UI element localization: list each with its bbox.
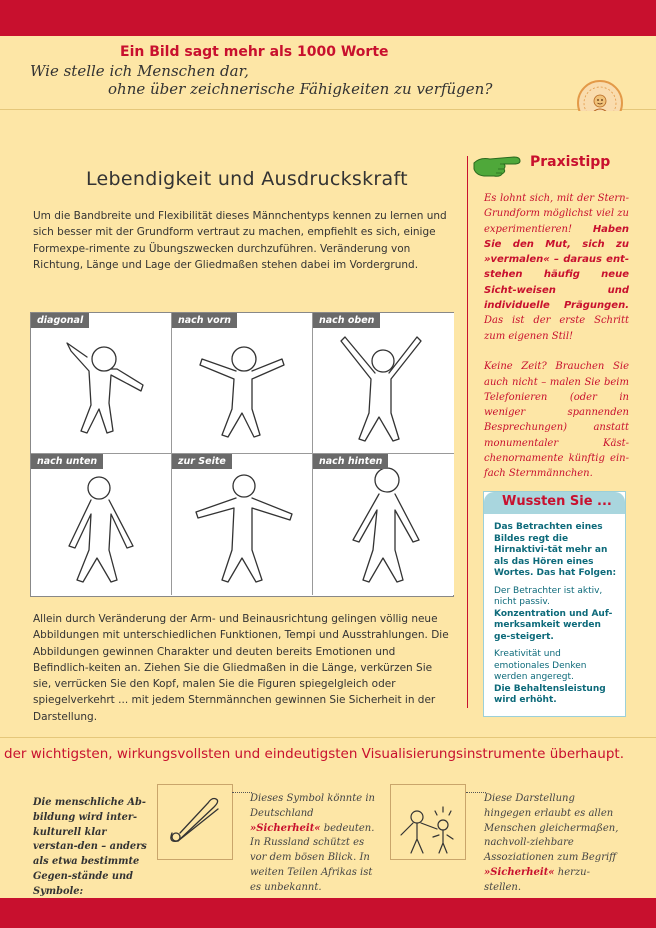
bottom-red-band	[0, 898, 656, 928]
page-subtitle-line1: Wie stelle ich Menschen dar,	[30, 62, 249, 80]
praxistipp-p1-b: Haben Sie den Mut, sich zu »vermalen« – daraus ent-stehen häufig neue Sicht-weisen und individuelle Prägungen.	[484, 223, 629, 312]
stick-figure-down-icon	[31, 454, 172, 595]
bottom-desc-2-b: herzu-stellen.	[484, 866, 590, 893]
stick-figure-diagonal-icon	[31, 313, 172, 454]
stick-figure-forward-icon	[172, 313, 313, 454]
page-header	[0, 36, 656, 110]
bottom-desc-1-b: bedeuten. In Russland schützt es vor dem bösen Blick. In weiten Teilen Afrikas ist es unbekannt.	[250, 822, 375, 893]
stick-figure-up-icon	[313, 313, 454, 454]
bottom-left-text: Die menschliche Ab-bildung wird inter-kulturell klar verstan-den – anders als etwa bestimmte Gegen-stände und Symbole:	[33, 797, 147, 897]
dotted-connector	[232, 792, 252, 793]
figure-label: nach hinten	[313, 454, 388, 469]
stick-figure-back-icon	[313, 454, 454, 595]
safety-pin-icon	[158, 785, 234, 861]
wussten-sie-p1: Das Betrachten eines Bildes regt die Hirnaktivi-tät mehr an als das Hören eines Wortes. Das hat Folgen:	[494, 522, 617, 578]
praxistipp-p2: Keine Zeit? Brauchen Sie auch nicht – malen Sie beim Telefonieren (oder in weniger spannenden Besprechungen) anstatt monumentaler Käst-chenornamente künftig ein-fach Sternmännchen.	[484, 361, 629, 480]
bottom-section	[0, 737, 656, 897]
bottom-title: der wichtigsten, wirkungsvollsten und eindeutigsten Visualisierungsinstrumente überhaupt.	[4, 746, 625, 762]
page-title: Ein Bild sagt mehr als 1000 Worte	[120, 44, 389, 60]
wussten-sie-box	[483, 491, 626, 717]
figure-cell-nach-vorn	[172, 313, 313, 454]
stick-figure-side-icon	[172, 454, 313, 595]
bottom-desc-1-a: Dieses Symbol könnte in Deutschland	[250, 793, 375, 819]
figure-cell-diagonal	[31, 313, 172, 454]
main-content	[0, 111, 656, 736]
page-subtitle-line2: ohne über zeichnerische Fähigkeiten zu verfügen?	[108, 80, 493, 98]
praxistipp-p1-a: Es lohnt sich, mit der Stern-Grundform möglichst viel zu experimentieren!	[484, 193, 629, 235]
top-red-band	[0, 0, 656, 36]
figure-label: nach unten	[31, 454, 103, 469]
figure-grid	[30, 312, 454, 597]
bottom-desc-2	[484, 792, 624, 896]
people-box	[390, 784, 466, 860]
praxistipp-title: Praxistipp	[530, 154, 611, 170]
pointing-hand-icon	[470, 151, 524, 179]
outro-paragraph: Allein durch Veränderung der Arm- und Beinausrichtung gelingen völlig neue Abbildungen mit unterschiedlichen Funktionen, Tempi und Ausstrahlungen. Die Abbildungen gewinnen Charakter und deuten bereits Emotionen und Befindlich-keiten an. Ziehen Sie die Gliedmaßen in die Länge, verkürzen Sie sie, verrücken Sie den Kopf, malen Sie die Figuren spiegelgleich oder spiegelverkehrt ... mit jedem Sternmännchen gewinnen Sie Sicherheit in der Darstellung.	[33, 613, 449, 723]
praxistipp-text	[484, 191, 629, 482]
figure-cell-nach-unten	[31, 454, 172, 595]
wussten-sie-p2-bold: Konzentration und Auf-merksamkeit werden ge-steigert.	[494, 608, 613, 642]
bottom-desc-2-red: »Sicherheit«	[484, 866, 555, 878]
wussten-sie-title: Wussten Sie ...	[502, 494, 612, 509]
figure-cell-nach-oben	[313, 313, 454, 454]
wussten-sie-header	[484, 492, 625, 514]
wussten-sie-p3-bold: Die Behaltensleistung wird erhöht.	[494, 683, 606, 705]
wussten-sie-p3-normal: Kreativität und emotionales Denken werden angeregt.	[494, 649, 587, 682]
wussten-sie-body	[494, 522, 619, 713]
sidebar-divider	[467, 156, 468, 708]
figure-label: nach vorn	[172, 313, 237, 328]
section-title: Lebendigkeit und Ausdruckskraft	[86, 168, 408, 190]
bottom-desc-1-red: »Sicherheit«	[250, 822, 321, 834]
figure-label: nach oben	[313, 313, 380, 328]
figure-label: zur Seite	[172, 454, 232, 469]
bottom-desc-1	[250, 792, 380, 896]
praxistipp-p1-c: Das ist der erste Schritt zum eigenen Stil!	[484, 315, 629, 342]
safety-pin-box	[157, 784, 233, 860]
protecting-figures-icon	[391, 785, 467, 861]
wussten-sie-p2-normal: Der Betrachter ist aktiv, nicht passiv.	[494, 585, 603, 607]
figure-cell-zur-seite	[172, 454, 313, 595]
bottom-desc-2-a: Diese Darstellung hingegen erlaubt es allen Menschen gleichermaßen, nachvoll-ziehbare Assoziationen zum Begriff	[484, 793, 619, 864]
intro-paragraph: Um die Bandbreite und Flexibilität dieses Männchentyps kennen zu lernen und sich besser mit der Grundform vertraut zu machen, empfiehlt es sich, einige Formexpe-rimente zu Übungszwecken durchzuführen. Veränderung von Richtung, Länge und Lage der Gliedmaßen stehen dabei im Vordergrund.	[33, 210, 447, 271]
figure-label: diagonal	[31, 313, 89, 328]
dotted-connector	[466, 792, 486, 793]
figure-cell-nach-hinten	[313, 454, 454, 595]
